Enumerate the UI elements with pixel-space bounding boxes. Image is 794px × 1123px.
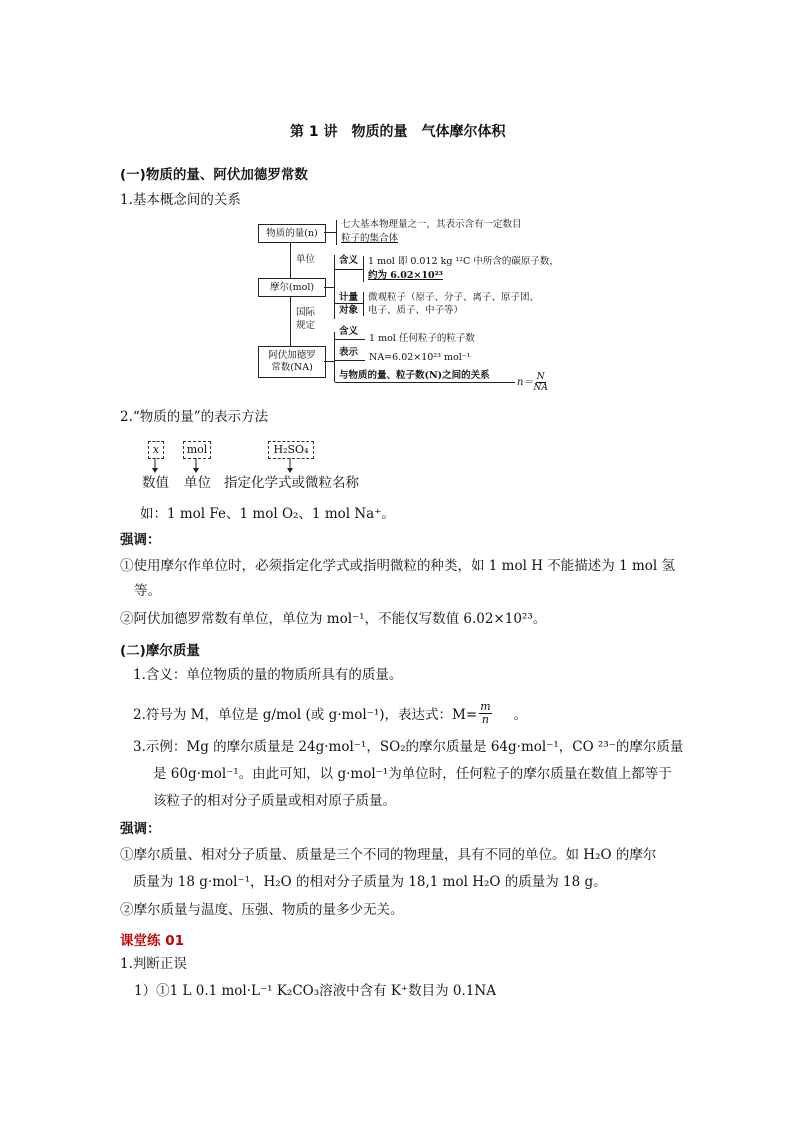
label-unit: 单位 [184,475,211,491]
diagram-box-avogadro-line1: 阿伏加德罗 [268,350,316,361]
arrow-intl-label-2: 规定 [296,320,316,331]
section1-item1: 1.基本概念间的关系 [120,192,241,208]
desc-avogadro-1: 1 mol 任何粒子的粒子数 [369,333,475,344]
diagram-box-mole: 摩尔(mol) [258,278,326,297]
desc-mole-3: 微观粒子（原子、分子、离子、原子团、 [368,292,540,303]
desc-mole-2: 约为 6.02×10²³ [368,270,443,281]
box-number: x [148,441,164,459]
section1-emph1-line2: 等。 [134,583,161,599]
label-number: 数值 [142,475,169,491]
section2-heading: (二)摩尔质量 [120,643,200,659]
label-express: 表示 [339,347,359,358]
section1-emphasis-label: 强调： [120,532,161,548]
label-meaning: 含义 [339,255,359,266]
relation-formula: n＝ $\frac{N}{NA}$ [517,372,548,393]
arrow-intl-label-1: 国际 [296,307,316,318]
label-target-1: 计量 [339,292,359,303]
section1-heading: (一)物质的量、阿伏加德罗常数 [120,167,308,183]
diagram-box-amount: 物质的量(n) [258,224,326,243]
section1-item2: 2.“物质的量”的表示方法 [120,409,269,425]
section2-item2: 2.符号为 M，单位是 g/mol (或 g·mol⁻¹)，表达式：M= $\frac{m}{n}$ 。 [133,700,528,726]
section2-item3-line1: 3.示例：Mg 的摩尔质量是 24g·mol⁻¹，SO₂的摩尔质量是 64g·mol⁻¹，CO ²³⁻的摩尔质量 [133,739,684,755]
section2-item1: 1.含义：单位物质的量的物质所具有的质量。 [133,667,403,683]
section2-emph2: ②摩尔质量与温度、压强、物质的量多少无关。 [120,902,404,918]
section2-emph1-line2: 质量为 18 g·mol⁻¹，H₂O 的相对分子质量为 18,1 mol H₂O 的质量为 18 g。 [133,874,607,890]
section1-emph2: ②阿伏加德罗常数有单位，单位为 mol⁻¹，不能仅写数值 6.02×10²³。 [120,611,547,627]
desc-avogadro-2: NA=6.02×10²³ mol⁻¹ [369,352,471,363]
page-title: 第 1 讲 物质的量 气体摩尔体积 [290,124,506,140]
section2-emphasis-label: 强调： [120,821,161,837]
desc-mole-1: 1 mol 即 0.012 kg ¹²C 中所含的碳原子数， [368,256,559,267]
section2-item3-line3: 该粒子的相对分子质量或相对原子质量。 [153,793,396,809]
box-unit: mol [183,441,211,459]
section2-emph1-line1: ①摩尔质量、相对分子质量、质量是三个不同的物理量，具有不同的单位。如 H₂O 的摩尔 [120,847,657,863]
section1-example: 如：1 mol Fe、1 mol O₂、1 mol Na⁺。 [140,506,395,522]
label-formula: 指定化学式或微粒名称 [224,475,359,491]
desc-amount-1: 七大基本物理量之一，其表示含有一定数目 [341,219,522,230]
desc-avogadro-3: 与物质的量、粒子数(N)之间的关系 [339,370,490,381]
box-formula: H₂SO₄ [268,441,314,459]
practice-item1: 1.判断正误 [120,956,187,972]
label-meaning-2: 含义 [339,326,359,337]
diagram-box-avogadro-line2: 常数(NA) [271,362,313,373]
arrow-unit-label: 单位 [296,254,316,265]
label-target-2: 对象 [339,305,359,316]
desc-amount-2: 粒子的集合体 [341,233,399,244]
section1-emph1-line1: ①使用摩尔作单位时，必须指定化学式或指明微粒的种类，如 1 mol H 不能描述为 1 mol 氢 [120,558,675,574]
practice-question1: 1）①1 L 0.1 mol·L⁻¹ K₂CO₃溶液中含有 K⁺数目为 0.1NA [134,983,496,999]
practice-heading: 课堂练 01 [120,933,184,949]
desc-mole-4: 电子、质子、中子等） [368,305,464,316]
section2-item3-line2: 是 60g·mol⁻¹。由此可知，以 g·mol⁻¹为单位时，任何粒子的摩尔质量在数值上都等于 [153,766,672,782]
